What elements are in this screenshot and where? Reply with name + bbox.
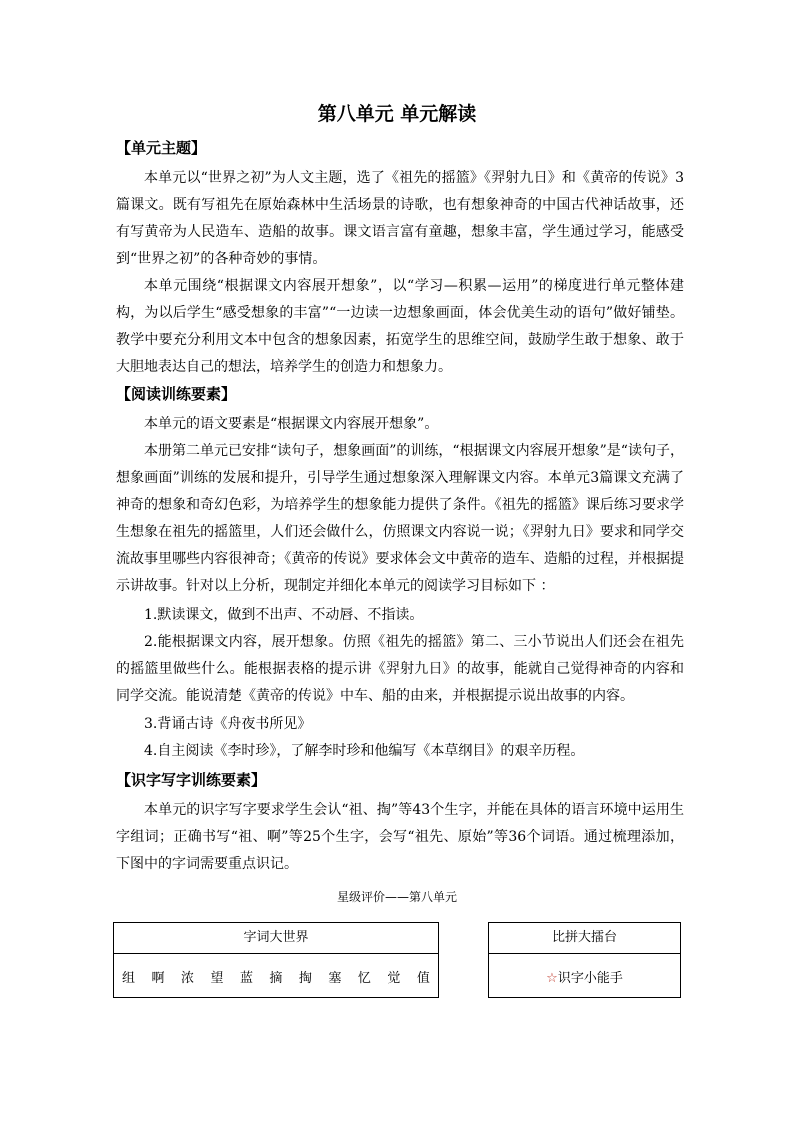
character-item: 掏	[298, 970, 312, 986]
character-list	[114, 967, 438, 986]
reading-goal-4: 4.自主阅读《李时珍》，了解李时珍和他编写《本草纲目》的艰辛历程。	[144, 743, 585, 759]
badge-label: 识字小能手	[557, 970, 623, 986]
reading-goal-1: 1.默读课文，做到不出声、不动唇、不指读。	[144, 607, 424, 623]
section-heading-theme: 【单元主题】	[116, 139, 207, 157]
word-world-heading: 字词大世界	[114, 923, 438, 954]
reading-goal-3: 3.背诵古诗《舟夜书所见》	[144, 716, 312, 732]
character-item: 摘	[269, 970, 283, 986]
literacy-paragraph-1: 本单元的识字写字要求学生会认“祖、掏”等43个生字，并能在具体的语言环境中运用生字组词；正确书写“祖、啊”等25个生字，会写“祖先、原始”等36个词语。通过梳理添加，下图中的字词需要重点识记。	[116, 802, 684, 872]
word-world-box	[113, 922, 439, 998]
character-item: 啊	[151, 970, 165, 986]
character-item: 望	[210, 970, 224, 986]
character-item: 觉	[387, 970, 401, 986]
reading-paragraph-1: 本单元的语文要素是“根据课文内容展开想象”。	[144, 416, 439, 432]
section-heading-literacy: 【识字写字训练要素】	[116, 771, 267, 789]
competition-box	[488, 922, 681, 998]
character-item: 值	[416, 970, 430, 986]
theme-paragraph-2: 本单元围绕“根据课文内容展开想象”，以“学习—积累—运用”的梯度进行单元整体建构，为以后学生“感受想象的丰富”“一边读一边想象画面，体会优美生动的语句”做好铺垫。教学中要充分利用文本中包含的想象因素，拓宽学生的思维空间，鼓励学生敢于想象、敢于大胆地表达自己的想法，培养学生的创造力和想象力。	[116, 278, 684, 375]
document-title: 第八单元 单元解读	[317, 103, 477, 125]
character-item: 忆	[357, 970, 371, 986]
character-item: 组	[122, 970, 136, 986]
competition-heading: 比拼大擂台	[489, 923, 680, 954]
character-item: 浓	[180, 970, 194, 986]
word-world-body	[114, 954, 438, 998]
figure-caption: 星级评价——第八单元	[336, 890, 457, 904]
character-item: 蓝	[239, 970, 253, 986]
section-heading-reading: 【阅读训练要素】	[116, 385, 237, 403]
reading-paragraph-2: 本册第二单元已安排“读句子，想象画面”的训练，“根据课文内容展开想象”是“读句子，想象画面”训练的发展和提升，引导学生通过想象深入理解课文内容。本单元3篇课文充满了神奇的想象和奇幻色彩，为培养学生的想象能力提供了条件。《祖先的摇篮》课后练习要求学生想象在祖先的摇篮里，人们还会做什么，仿照课文内容说一说；《羿射九日》要求和同学交流故事里哪些内容很神奇；《黄帝的传说》要求体会文中黄帝的造车、造船的过程，并根据提示讲故事。针对以上分析，现制定并细化本单元的阅读学习目标如下 ：	[116, 443, 684, 594]
competition-body	[489, 954, 680, 998]
reading-goal-2: 2.能根据课文内容，展开想象。仿照《祖先的摇篮》第二、三小节说出人们还会在祖先的摇篮里做些什么。能根据表格的提示讲《羿射九日》的故事，能就自己觉得神奇的内容和同学交流。能说清楚《黄帝的传说》中车、船的由来，并根据提示说出故事的内容。	[116, 634, 684, 704]
badge-line	[489, 967, 680, 986]
character-item: 塞	[328, 970, 342, 986]
theme-paragraph-1: 本单元以“世界之初”为人文主题，选了《祖先的摇篮》《羿射九日》和《黄帝的传说》3篇课文。既有写祖先在原始森林中生活场景的诗歌，也有想象神奇的中国古代神话故事，还有写黄帝为人民造车、造船的故事。课文语言富有童趣，想象丰富，学生通过学习，能感受到“世界之初”的各种奇妙的事情。	[116, 170, 684, 267]
star-icon: ☆	[546, 970, 558, 986]
